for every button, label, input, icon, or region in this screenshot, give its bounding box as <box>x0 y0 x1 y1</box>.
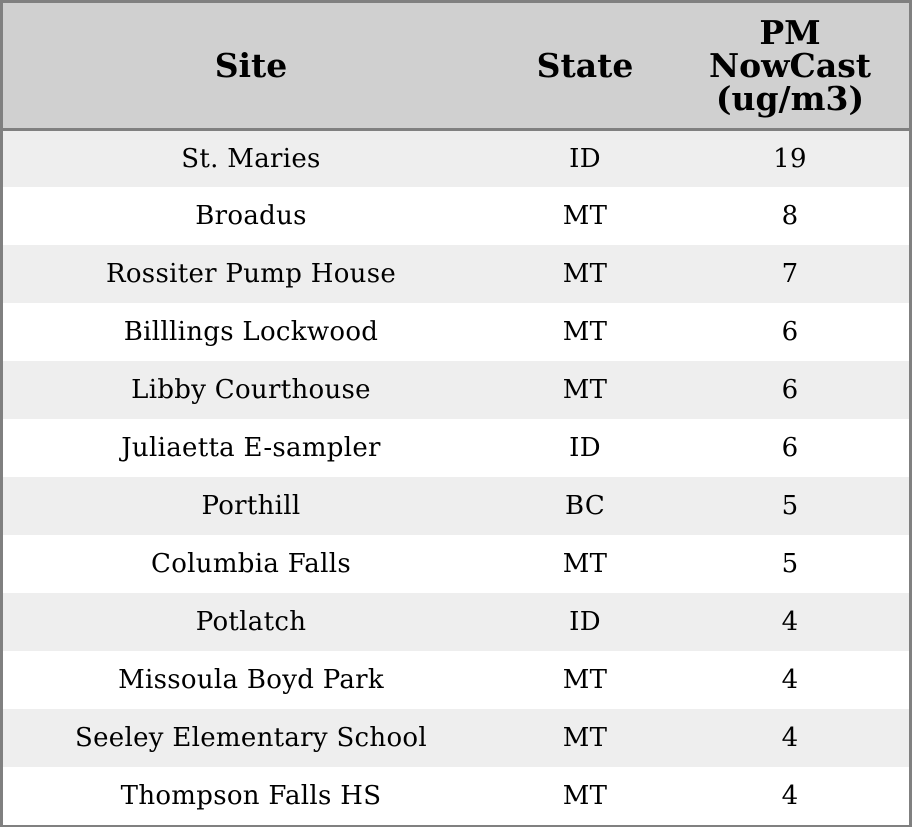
table-row <box>3 129 909 187</box>
cell-state: MT <box>562 201 608 231</box>
table-row <box>3 767 909 825</box>
header-site: Site <box>3 3 499 129</box>
cell-pm: 4 <box>781 607 799 637</box>
table-row <box>3 361 909 419</box>
cell-pm: 5 <box>781 491 799 521</box>
table-row <box>3 593 909 651</box>
cell-state: MT <box>562 259 608 289</box>
header-state: State <box>499 3 671 129</box>
header-pm-line-2: NowCast <box>708 45 872 85</box>
cell-state: MT <box>562 549 608 579</box>
table-row <box>3 651 909 709</box>
table-row <box>3 187 909 245</box>
cell-pm: 5 <box>781 549 799 579</box>
cell-pm: 8 <box>781 201 799 231</box>
cell-pm: 4 <box>781 781 799 811</box>
cell-state: MT <box>562 781 608 811</box>
header-pm-line-3: (ug/m3) <box>715 78 865 118</box>
cell-site: Porthill <box>201 491 301 521</box>
table-row <box>3 709 909 767</box>
cell-site: Libby Courthouse <box>131 375 371 405</box>
table-row <box>3 303 909 361</box>
header-pm-line-1: PM <box>759 12 821 52</box>
cell-state: MT <box>562 665 608 695</box>
cell-site: Columbia Falls <box>151 549 351 579</box>
cell-pm: 6 <box>781 317 799 347</box>
cell-site: Thompson Falls HS <box>120 781 382 811</box>
cell-pm: 6 <box>781 375 799 405</box>
cell-site: Rossiter Pump House <box>105 259 397 289</box>
table-row <box>3 419 909 477</box>
table-row <box>3 477 909 535</box>
cell-site: Billlings Lockwood <box>123 317 379 347</box>
table-row <box>3 245 909 303</box>
table-body <box>3 129 909 825</box>
cell-state: BC <box>564 491 606 521</box>
cell-state: ID <box>569 143 601 174</box>
cell-pm: 4 <box>781 723 799 753</box>
header-pm-nowcast <box>671 3 909 129</box>
table-row <box>3 535 909 593</box>
header-row <box>3 3 909 129</box>
cell-pm: 4 <box>781 665 799 695</box>
cell-site: Missoula Boyd Park <box>118 665 384 695</box>
cell-pm: 7 <box>781 259 799 289</box>
cell-state: MT <box>562 317 608 347</box>
cell-state: MT <box>562 723 608 753</box>
cell-site: Potlatch <box>195 607 307 637</box>
table-header <box>3 3 909 129</box>
cell-pm: 19 <box>773 143 807 174</box>
cell-state: ID <box>569 607 601 637</box>
cell-site: Broadus <box>195 201 307 231</box>
data-table <box>3 3 909 825</box>
cell-state: MT <box>562 375 608 405</box>
cell-site: Seeley Elementary School <box>75 723 427 753</box>
cell-site: Juliaetta E-sampler <box>121 433 381 463</box>
cell-state: ID <box>569 433 601 463</box>
cell-site: St. Maries <box>181 143 321 174</box>
cell-pm: 6 <box>781 433 799 463</box>
